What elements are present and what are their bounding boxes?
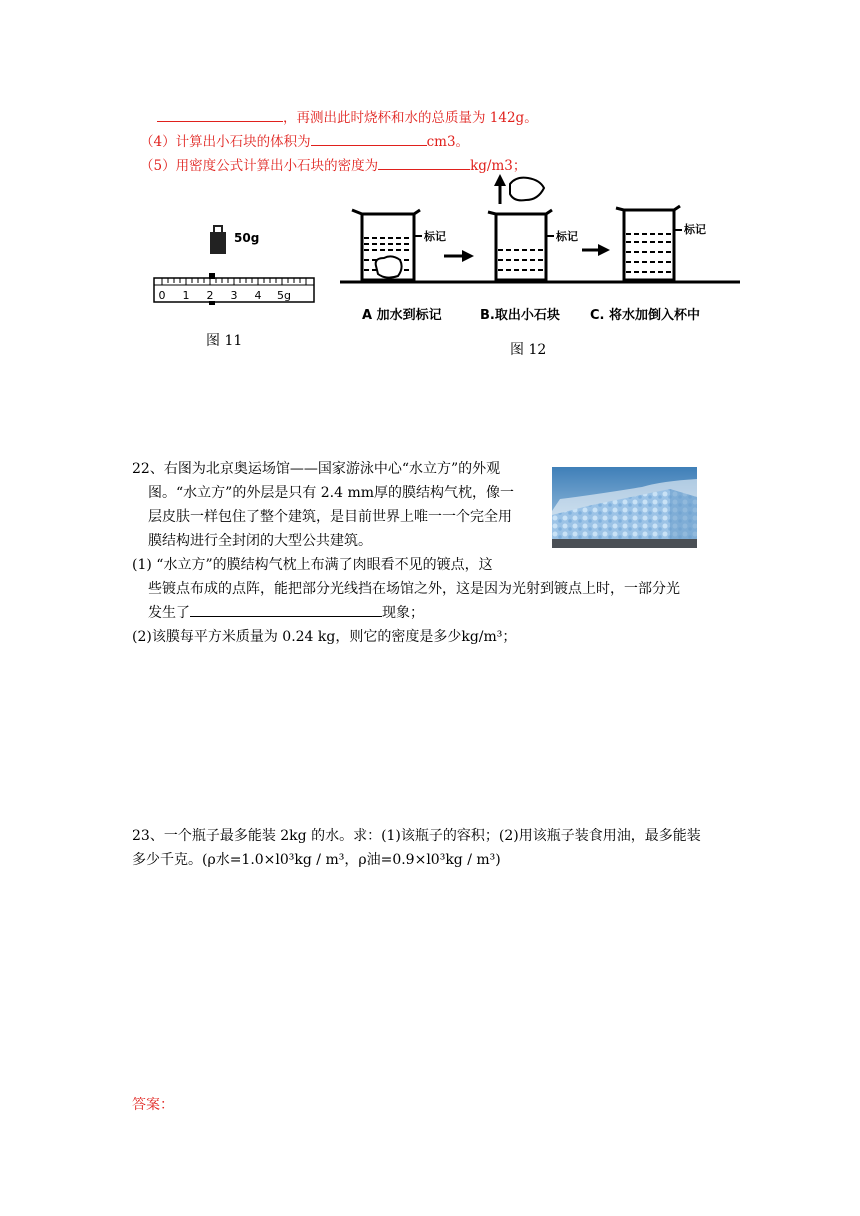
- red-line-1-text: ，再测出此时烧杯和水的总质量为 142g。: [283, 110, 538, 126]
- weight-icon: [210, 232, 226, 254]
- q22-part1-line-3: [148, 601, 424, 625]
- arrow-right-icon: [582, 244, 610, 256]
- stone-icon: [376, 256, 402, 277]
- beaker-b: [488, 174, 578, 280]
- q22-part1-suffix: 现象；: [382, 605, 424, 621]
- mark-label: 标记: [424, 230, 446, 243]
- weight-label: 50g: [234, 231, 260, 245]
- red-line-2-suffix: cm3。: [426, 134, 470, 150]
- red-line-3-suffix: kg/m3；: [470, 158, 527, 174]
- q22-intro-line-2: 图。“水立方”的外层是只有 2.4 mm厚的膜结构气枕，像一: [148, 485, 515, 501]
- figure-12-caption: 图 12: [510, 342, 547, 358]
- mark-label: 标记: [684, 223, 706, 236]
- red-line-2-prefix: （4）计算出小石块的体积为: [140, 134, 311, 150]
- q22-part2: (2)该膜每平方米质量为 0.24 kg，则它的密度是多少kg/m³；: [132, 629, 517, 645]
- scale-tick-label: 1: [182, 289, 190, 302]
- arrow-up-icon: [494, 174, 506, 186]
- arrow-right-icon: [444, 250, 474, 262]
- scale-tick-label: 4: [254, 289, 262, 302]
- figure-11-caption: 图 11: [206, 333, 243, 349]
- answer-blank: [311, 131, 427, 146]
- q23-line-1: 23、一个瓶子最多能装 2kg 的水。求：(1)该瓶子的容积；(2)用该瓶子装食用油，最多能装: [132, 828, 701, 844]
- q23-line-2: 多少千克。(ρ水=1.0×l0³kg / m³，ρ油=0.9×l0³kg / m³): [132, 852, 501, 868]
- scale-tick-label: 0: [158, 289, 166, 302]
- step-label-c: C. 将水加倒入杯中: [590, 308, 701, 323]
- q22-intro-line-1: 22、右图为北京奥运场馆——国家游泳中心“水立方”的外观: [132, 461, 501, 477]
- step-label-b: B.取出小石块: [480, 308, 560, 323]
- answer-label: 答案：: [132, 1097, 174, 1113]
- water-cube-photo: [552, 467, 697, 548]
- scale-tick-label: 3: [230, 289, 238, 302]
- q22-intro-line-4: 膜结构进行全封闭的大型公共建筑。: [148, 533, 372, 549]
- red-line-2: [140, 130, 469, 150]
- beaker-c: [616, 206, 706, 280]
- q22-part1-prefix: 发生了: [148, 605, 190, 621]
- q22-intro-line-3: 层皮肤一样包住了整个建筑，是目前世界上唯一一个完全用: [148, 509, 512, 525]
- answer-blank: [378, 155, 470, 170]
- q22-part1-line-2: 些镀点布成的点阵，能把部分光线挡在场馆之外，这是因为光射到镀点上时，一部分光: [148, 581, 680, 597]
- beaker-a: [352, 210, 446, 282]
- scale-tick-label: 2: [206, 289, 214, 302]
- answer-blank: [157, 107, 283, 122]
- stone-icon: [510, 178, 544, 201]
- figure-12-beakers: [340, 170, 740, 285]
- answer-blank: [190, 603, 382, 617]
- mark-label: 标记: [556, 230, 578, 243]
- red-line-1: [157, 106, 538, 126]
- figure-11-balance: [150, 222, 320, 308]
- red-line-3-prefix: （5）用密度公式计算出小石块的密度为: [140, 158, 379, 174]
- step-label-a: A 加水到标记: [362, 308, 442, 323]
- scale-tick-label: 5g: [277, 289, 291, 302]
- q22-part1-line-1: (1) “水立方”的膜结构气枕上布满了肉眼看不见的镀点，这: [132, 557, 493, 573]
- rider-marker: [209, 273, 215, 279]
